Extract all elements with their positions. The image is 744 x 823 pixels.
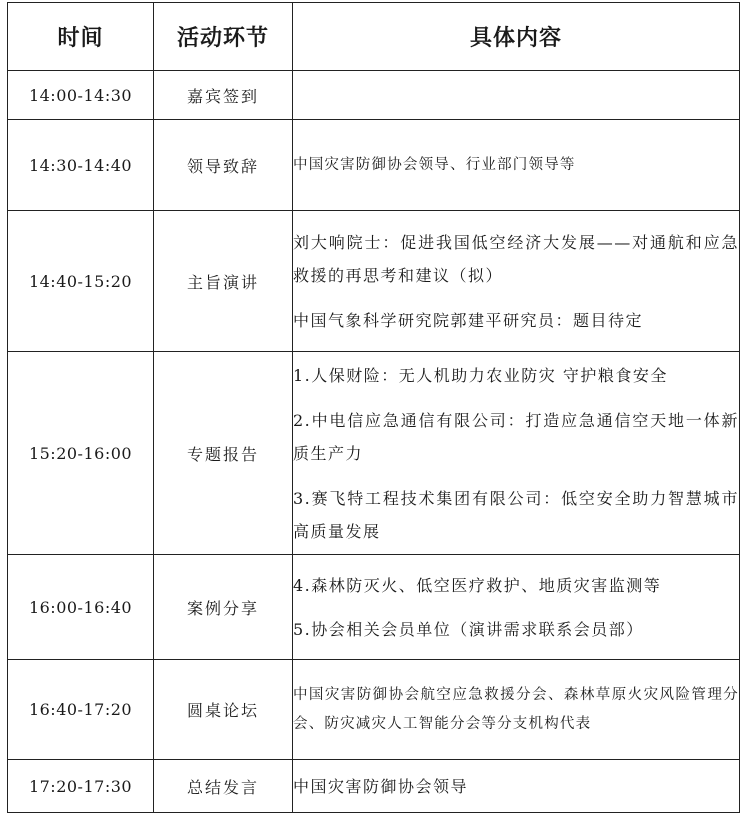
content-cell bbox=[293, 660, 740, 760]
segment-cell: 领导致辞 bbox=[154, 120, 293, 211]
table-row bbox=[8, 352, 740, 555]
content-cell bbox=[293, 352, 740, 555]
content-cell bbox=[293, 120, 740, 211]
content-line: 中国灾害防御协会领导 bbox=[293, 776, 469, 796]
header-time: 时间 bbox=[8, 3, 154, 71]
time-cell: 17:20-17:30 bbox=[8, 760, 154, 813]
content-cell bbox=[293, 211, 740, 352]
time-cell: 15:20-16:00 bbox=[8, 352, 154, 555]
time-cell: 14:00-14:30 bbox=[8, 71, 154, 120]
schedule-table bbox=[7, 2, 740, 813]
time-cell: 14:40-15:20 bbox=[8, 211, 154, 352]
segment-cell: 案例分享 bbox=[154, 555, 293, 660]
segment-cell: 嘉宾签到 bbox=[154, 71, 293, 120]
segment-cell: 主旨演讲 bbox=[154, 211, 293, 352]
time-cell: 14:30-14:40 bbox=[8, 120, 154, 211]
header-row bbox=[8, 3, 740, 71]
content-cell bbox=[293, 760, 740, 813]
content-line: 2.中电信应急通信有限公司：打造应急通信空天地一体新质生产力 bbox=[293, 410, 739, 463]
header-segment: 活动环节 bbox=[154, 3, 293, 71]
table-row bbox=[8, 660, 740, 760]
time-cell: 16:40-17:20 bbox=[8, 660, 154, 760]
content-line: 5.协会相关会员单位（演讲需求联系会员部） bbox=[293, 619, 644, 639]
content-line: 中国气象科学研究院郭建平研究员：题目待定 bbox=[293, 310, 644, 330]
content-line: 4.森林防灭火、低空医疗救护、地质灾害监测等 bbox=[293, 575, 662, 595]
table-row bbox=[8, 120, 740, 211]
table-row bbox=[8, 555, 740, 660]
content-line: 中国灾害防御协会领导、行业部门领导等 bbox=[293, 156, 576, 173]
table-row bbox=[8, 71, 740, 120]
content-cell bbox=[293, 71, 740, 120]
segment-cell: 圆桌论坛 bbox=[154, 660, 293, 760]
table-row bbox=[8, 760, 740, 813]
time-cell: 16:00-16:40 bbox=[8, 555, 154, 660]
segment-cell: 总结发言 bbox=[154, 760, 293, 813]
content-line: 1.人保财险：无人机助力农业防灾 守护粮食安全 bbox=[293, 365, 668, 385]
content-line: 中国灾害防御协会航空应急救援分会、森林草原火灾风险管理分会、防灾减灾人工智能分会等分支机构代表 bbox=[293, 686, 739, 732]
content-cell bbox=[293, 555, 740, 660]
header-content: 具体内容 bbox=[293, 3, 740, 71]
content-line: 3.赛飞特工程技术集团有限公司：低空安全助力智慧城市高质量发展 bbox=[293, 488, 739, 541]
segment-cell: 专题报告 bbox=[154, 352, 293, 555]
table-row bbox=[8, 211, 740, 352]
content-line: 刘大响院士：促进我国低空经济大发展——对通航和应急救援的再思考和建议（拟） bbox=[293, 232, 739, 285]
